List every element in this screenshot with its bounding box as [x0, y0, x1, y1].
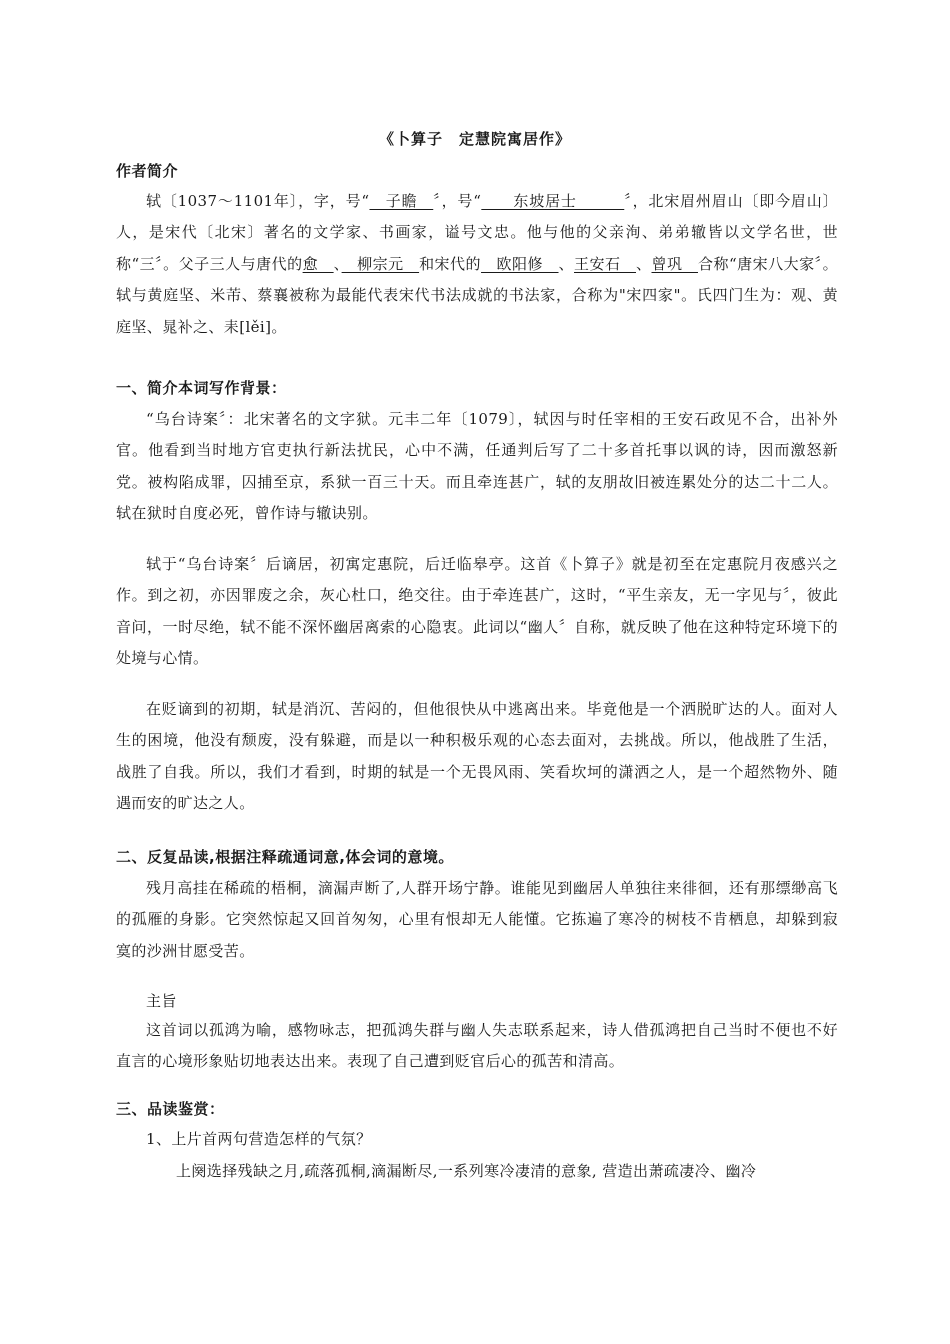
- ouyang-xiu-blank: 欧阳修: [481, 254, 559, 273]
- section1-heading: 一、简介本词写作背景：: [116, 379, 287, 397]
- zeng-gong-blank: 曾巩: [651, 254, 698, 273]
- liu-zongyuan-blank: 柳宗元: [341, 254, 420, 273]
- courtesy-name-blank: 子瞻: [369, 192, 434, 210]
- section2-paragraph: 残月高挂在稀疏的梧桐，滴漏声断了,人群开场宁静。谁能见到幽居人单独往来徘徊，还有那缥缈高飞的孤雁的身影。它突然惊起又回首匆匆，心里有恨却无人能懂。它拣遍了寒冷的树枝不肯栖息，却躲到寂寞的沙洲甘愿受苦。: [116, 879, 838, 960]
- section1-paragraph-1: “乌台诗案〞：北宋著名的文字狱。元丰二年〔1079〕，轼因与时任宰相的王安石政见不合，出补外官。他看到当时地方官吏执行新法扰民，心中不满，任通判后写了二十多首托事以讽的诗，因而激怒新党。被构陷成罪，囚捕至京，系狱一百三十天。而且牵连甚广，轼的友朋故旧被连累处分的达二十二人。轼在狱时自度必死，曾作诗与辙诀别。: [116, 410, 838, 523]
- text-run: 、: [333, 254, 342, 273]
- author-intro-heading: 作者简介: [116, 162, 179, 180]
- section1-paragraph-3: 在贬谪到的初期，轼是消沉、苦闷的，但他很快从中逃离出来。毕竟他是一个洒脱旷达的人。面对人生的困境，他没有颓废，没有躲避，而是以一种积极乐观的心态去面对，去挑战。所以，他战胜了生活，战胜了自我。所以，我们才看到，时期的轼是一个无畏风雨、笑看坎坷的潇洒之人，是一个超然物外、随遇而安的旷达之人。: [116, 700, 838, 813]
- text-run: 、: [558, 254, 575, 273]
- text-run: 、: [636, 254, 652, 273]
- text-run: 〞，北宋眉州眉山〔即今眉山〕人，是宋代〔北宋〕著名的文学家、书画家，谥号文忠。他与他的父亲洵、弟弟辙皆以文学名世，世称“三〞。父子三人与唐代的: [116, 192, 838, 273]
- author-intro-paragraph: [116, 186, 838, 343]
- han-yu-blank: 愈: [302, 254, 334, 273]
- text-run: 轼〔1037～1101年〕，字，号“: [146, 192, 370, 210]
- wang-anshi-blank: 王安石: [574, 254, 636, 273]
- section3-heading: 三、品读鉴赏：: [116, 1100, 225, 1118]
- section1-paragraph-2: 轼于“乌台诗案〞后谪居，初寓定惠院，后迁临皋亭。这首《卜算子》就是初至在定惠院月夜感兴之作。到之初，亦因罪废之余，灰心杜口，绝交往。由于牵连甚广，这时，“平生亲友，无一字见与〞，彼此音问，一时尽绝，轼不能不深怀幽居离索的心隐衷。此词以“幽人〞自称，就反映了他在这种特定环境下的处境与心情。: [116, 555, 838, 668]
- page-title: 《卜算子 定慧院寓居作》: [378, 130, 571, 148]
- theme-paragraph: 这首词以孤鸿为喻，感物咏志，把孤鸿失群与幽人失志联系起来，诗人借孤鸿把自己当时不便也不好直言的心境形象贴切地表达出来。表现了自己遭到贬官后心的孤苦和清高。: [116, 1021, 838, 1071]
- pen-name-blank: 东坡居士: [481, 192, 625, 210]
- theme-label: 主旨: [146, 992, 177, 1010]
- answer-1: 上阕选择残缺之月,疏落孤桐,滴漏断尽,一系列寒冷凄清的意象, 营造出萧疏凄冷、幽冷: [176, 1162, 757, 1180]
- text-run: 和宋代的: [419, 254, 482, 273]
- question-1: 1、上片首两句营造怎样的气氛？: [146, 1130, 372, 1148]
- section2-heading: 二、反复品读,根据注释疏通词意,体会词的意境。: [116, 848, 454, 866]
- text-run: 〞，号“: [433, 192, 482, 210]
- text-run: 合称“唐宋八大家〞。轼与黄庭坚、米芾、蔡襄被称为最能代表宋代书法成就的书法家，合称为"宋四家"。氏四门生为：观、黄庭坚、晁补之、耒[lěi]。: [116, 254, 838, 336]
